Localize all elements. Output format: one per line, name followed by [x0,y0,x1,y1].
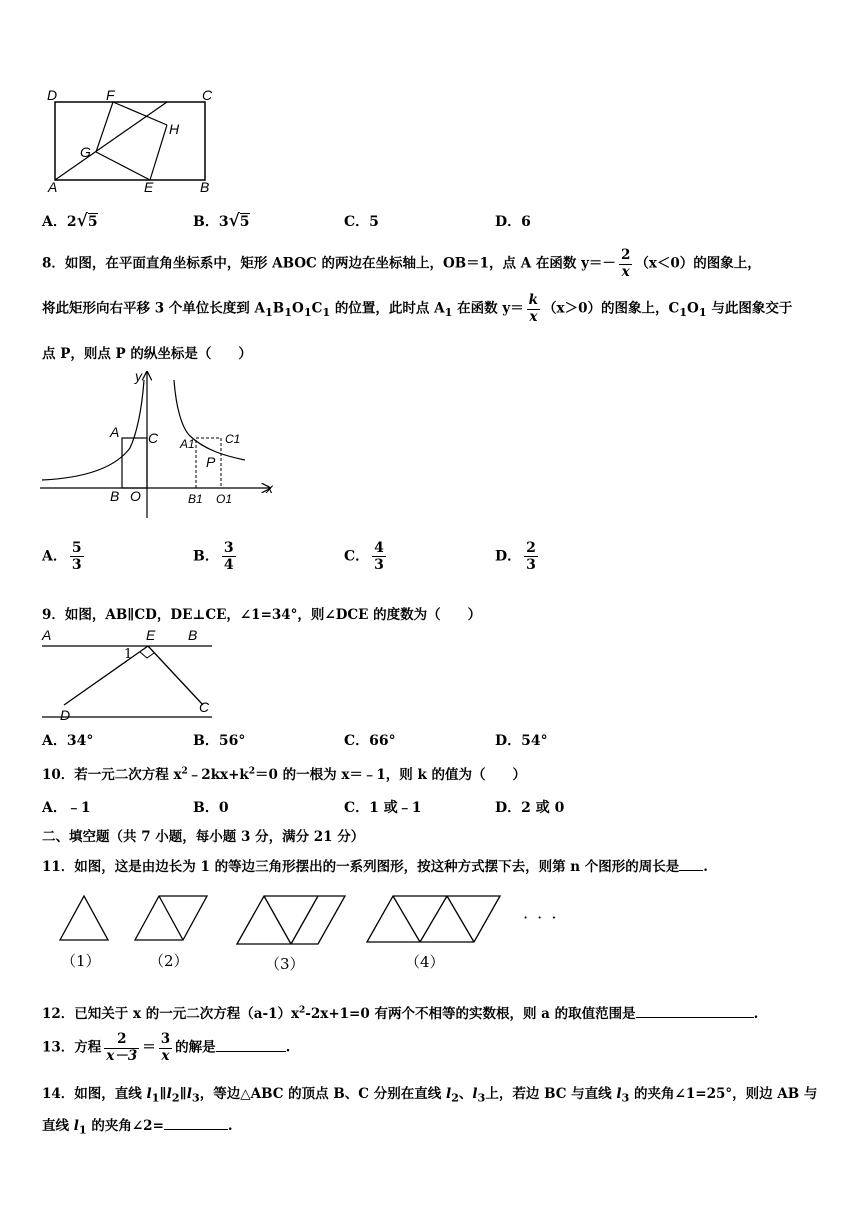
q8-label-b: B [110,488,120,504]
q8-option-c[interactable]: C． $\frac{4}{3}$ [344,540,384,574]
q9-option-c[interactable]: C．66° [344,733,396,749]
q8-figure [40,368,280,523]
q7-option-c[interactable]: C．5 [344,214,379,230]
q12-text: 12．已知关于 x 的一元二次方程$(a-1)x^2-2x+1=0$ 有两个不相等的实数根，则 a 的取值范围是 . [42,1002,758,1022]
q7-option-a[interactable]: A．2√5 [42,211,98,231]
q14-answer-blank[interactable] [164,1115,228,1130]
q7-label-b: B [200,179,210,195]
q9-option-a[interactable]: A．34° [42,733,94,749]
q11-ellipsis: · · · [523,908,559,927]
q9-label-b: B [188,627,198,643]
q8-label-o1: O1 [216,492,233,506]
q10-text: 10．若一元二次方程 $x^2﹣2kx+k^2=0$ 的一根为 x＝﹣1，则 k 的值为（ ） [42,766,527,783]
q9-option-b[interactable]: B．56° [193,733,246,749]
q11-text: 11．如图，这是由边长为 1 的等边三角形摆出的一系列图形，按这种方式摆下去，则第 n 个图形的周长是 . [42,855,708,875]
q8-frac-2: $\frac{k}{x}$ [528,292,539,325]
q8-coordinate-diagram [40,368,280,523]
q13-frac-right: $\frac{3}{x}$ [160,1031,171,1064]
q8-label-o: O [130,488,141,504]
q8-label-y: y [135,368,142,384]
q9-label-c: C [199,699,210,715]
q12-answer-blank[interactable] [636,1003,754,1018]
q7-label-d: D [47,87,58,103]
q8-label-c1: C1 [225,432,241,446]
q8-label-a1: A1 [180,437,195,451]
q8-option-a[interactable]: A． $\frac{5}{3}$ [42,540,82,574]
q9-option-d[interactable]: D．54° [495,733,548,749]
q8-option-b[interactable]: B． $\frac{3}{4}$ [193,540,234,574]
q8-label-c: C [148,430,159,446]
q11-answer-blank[interactable] [679,856,703,871]
q8-line-3: 点 P，则点 P 的纵坐标是（ ） [42,346,252,362]
q7-label-c: C [202,87,213,103]
q11-label-4: （4） [405,953,445,971]
q9-label-e: E [146,627,156,643]
q8-label-p: P [206,454,216,470]
q10-option-b[interactable]: B．0 [193,800,229,816]
q13-text: 13．方程 $\frac{2}{x-3}$ ＝ $\frac{3}{x}$ 的解是 . [42,1031,291,1064]
q14-line-1: 14．如图，直线 $l_1\parallel l_2\parallel l_3$，等边△ABC 的顶点 B、C 分别在直线 $l_2$、$l_3$上，若边 BC 与直线 $l_3$ 的夹角∠1=25°，则边 AB 与 [42,1086,818,1105]
q7-option-d[interactable]: D．6 [495,214,531,230]
q10-option-c[interactable]: C．1 或﹣1 [344,800,422,816]
q8-line-1: 8．如图，在平面直角坐标系中，矩形 ABOC 的两边在坐标轴上，OB＝1，点 A 在函数 y＝－ $\frac{2}{x}$ （x＜0）的图象上， [42,247,761,280]
q7-label-h: H [169,121,180,137]
q14-line-2: 直线 $l_1$ 的夹角∠2= . [42,1114,233,1137]
q13-frac-left: $\frac{2}{x-3}$ [106,1031,138,1064]
q8-frac-1: $\frac{2}{x}$ [620,247,631,280]
q7-label-a: A [48,179,58,195]
q8-line-2: 将此矩形向右平移 3 个单位长度到 $A_1B_1O_1C_1$ 的位置，此时点 $A_1$ 在函数 y＝ $\frac{k}{x}$ （x＞0）的图象上，$C_1O_1$ 与此图象交于 [42,292,793,325]
q7-label-f: F [106,87,115,103]
q11-figures [55,888,575,983]
q8-label-a: A [110,424,120,440]
q11-label-3: （3） [265,955,305,973]
q7-figure [40,85,230,195]
q10-option-a[interactable]: A．﹣1 [42,800,91,816]
q11-triangle-sequence [55,888,575,948]
q13-answer-blank[interactable] [216,1037,286,1052]
q9-figure [40,625,215,725]
q9-label-1: 1 [124,647,133,662]
q11-label-2: （2） [149,952,189,970]
q9-label-d: D [60,707,71,723]
q10-option-d[interactable]: D．2 或 0 [495,800,565,816]
q9-label-a: A [42,627,52,643]
q11-label-1: （1） [61,952,101,970]
q8-option-d[interactable]: D． $\frac{2}{3}$ [495,540,536,574]
q7-label-e: E [144,179,154,195]
q8-label-b1: B1 [188,492,203,506]
q7-label-g: G [80,144,91,160]
q9-text: 9．如图，AB∥CD，DE⊥CE，∠1=34°，则∠DCE 的度数为（ ） [42,607,482,623]
q8-label-x: x [266,480,273,496]
q7-option-b[interactable]: B．3√5 [193,211,250,231]
section-2-heading: 二、填空题（共 7 小题，每小题 3 分，满分 21 分） [42,829,365,845]
